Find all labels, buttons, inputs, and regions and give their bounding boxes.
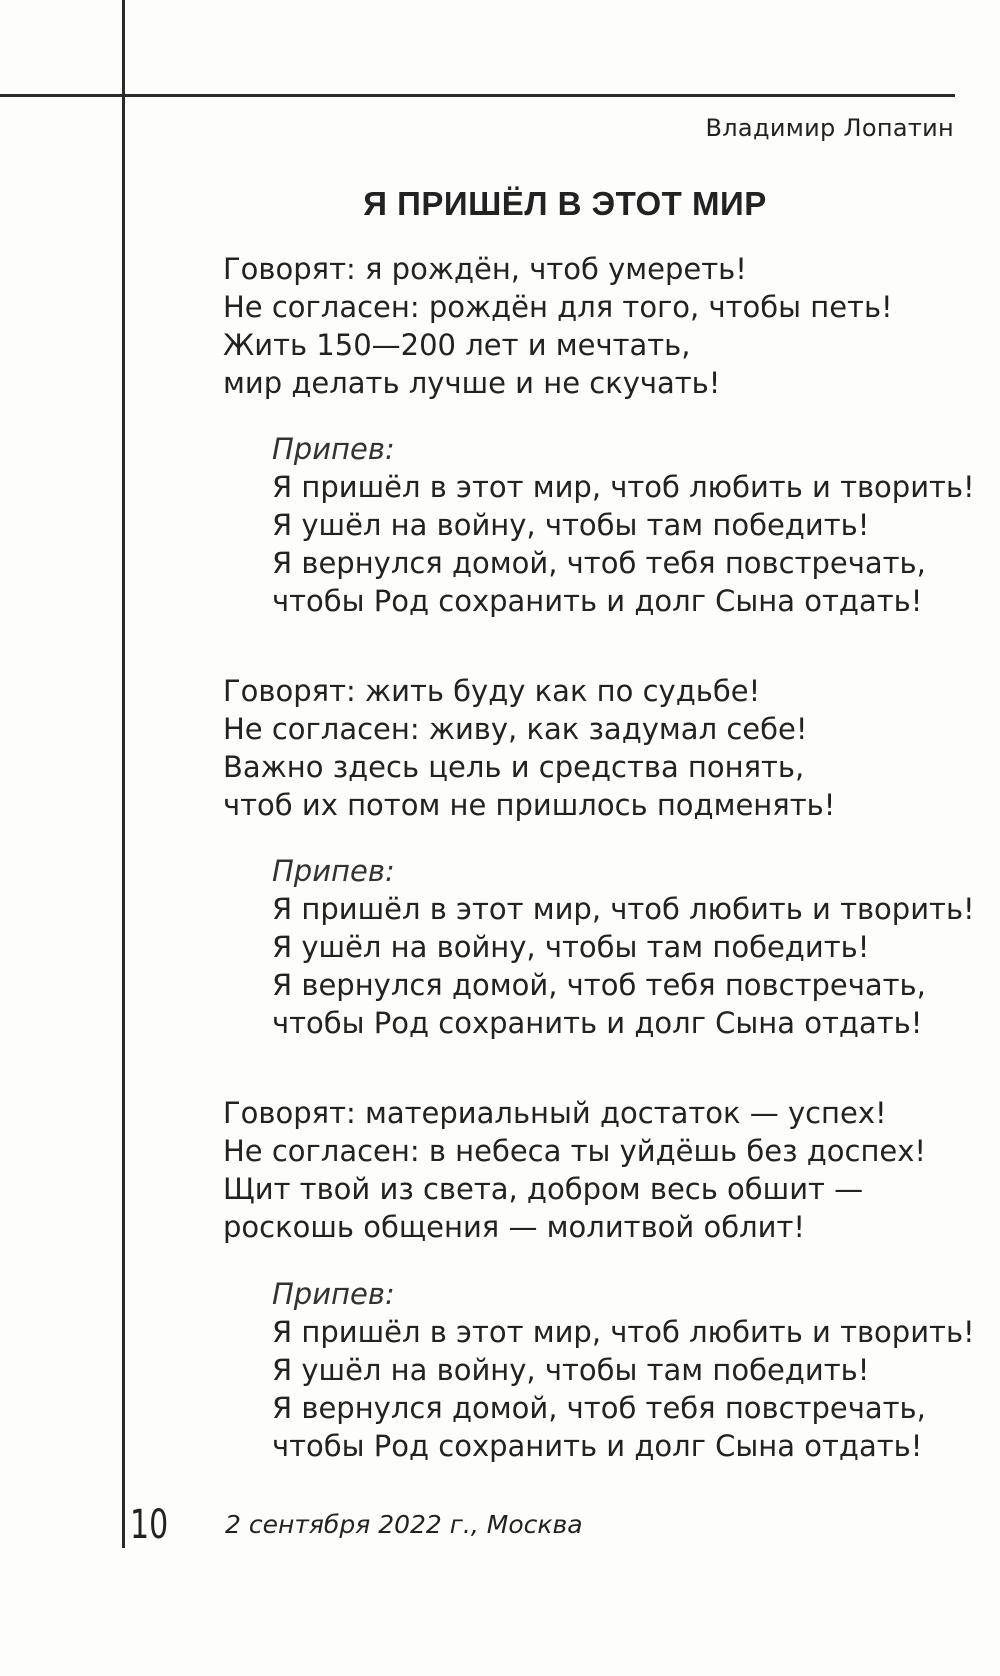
chorus-2 <box>272 852 975 1042</box>
header-horizontal-rule <box>0 94 955 97</box>
margin-vertical-rule <box>122 0 125 1548</box>
author-name: Владимир Лопатин <box>705 114 954 142</box>
chorus-line: Я ушёл на войну, чтобы там победить! <box>272 508 870 542</box>
verse-line: мир делать лучше и не скучать! <box>223 366 721 400</box>
verse-3 <box>223 1094 926 1246</box>
chorus-line: Я вернулся домой, чтоб тебя повстречать, <box>272 546 926 580</box>
verse-line: Не согласен: живу, как задумал себе! <box>223 712 808 746</box>
chorus-line: чтобы Род сохранить и долг Сына отдать! <box>272 1006 923 1040</box>
verse-line: Не согласен: в небеса ты уйдёшь без доспех! <box>223 1134 927 1168</box>
verse-1 <box>223 250 893 402</box>
chorus-line: Я пришёл в этот мир, чтоб любить и творить! <box>272 470 975 504</box>
verse-line: Говорят: я рождён, чтоб умереть! <box>223 252 747 286</box>
verse-line: Щит твой из света, добром весь обшит — <box>223 1172 864 1206</box>
chorus-line: Я вернулся домой, чтоб тебя повстречать, <box>272 968 926 1002</box>
verse-line: Важно здесь цель и средства понять, <box>223 750 805 784</box>
verse-line: Не согласен: рождён для того, чтобы петь! <box>223 290 893 324</box>
verse-2 <box>223 672 835 824</box>
poem-title: Я ПРИШЁЛ В ЭТОТ МИР <box>363 185 767 222</box>
chorus-3 <box>272 1275 975 1465</box>
chorus-1 <box>272 430 975 620</box>
verse-line: роскошь общения — молитвой облит! <box>223 1210 805 1244</box>
poem-date: 2 сентября 2022 г., Москва <box>225 1510 583 1539</box>
chorus-label: Припев: <box>272 1277 395 1311</box>
verse-line: Говорят: жить буду как по судьбе! <box>223 674 761 708</box>
page-number: 10 <box>130 1502 169 1548</box>
chorus-line: Я ушёл на войну, чтобы там победить! <box>272 1353 870 1387</box>
chorus-line: Я вернулся домой, чтоб тебя повстречать, <box>272 1391 926 1425</box>
chorus-line: Я пришёл в этот мир, чтоб любить и творить! <box>272 1315 975 1349</box>
verse-line: Говорят: материальный достаток — успех! <box>223 1096 887 1130</box>
chorus-label: Припев: <box>272 854 395 888</box>
chorus-line: Я пришёл в этот мир, чтоб любить и творить! <box>272 892 975 926</box>
chorus-line: чтобы Род сохранить и долг Сына отдать! <box>272 584 923 618</box>
chorus-line: чтобы Род сохранить и долг Сына отдать! <box>272 1429 923 1463</box>
chorus-label: Припев: <box>272 432 395 466</box>
verse-line: Жить 150—200 лет и мечтать, <box>223 328 691 362</box>
verse-line: чтоб их потом не пришлось подменять! <box>223 788 836 822</box>
chorus-line: Я ушёл на войну, чтобы там победить! <box>272 930 870 964</box>
